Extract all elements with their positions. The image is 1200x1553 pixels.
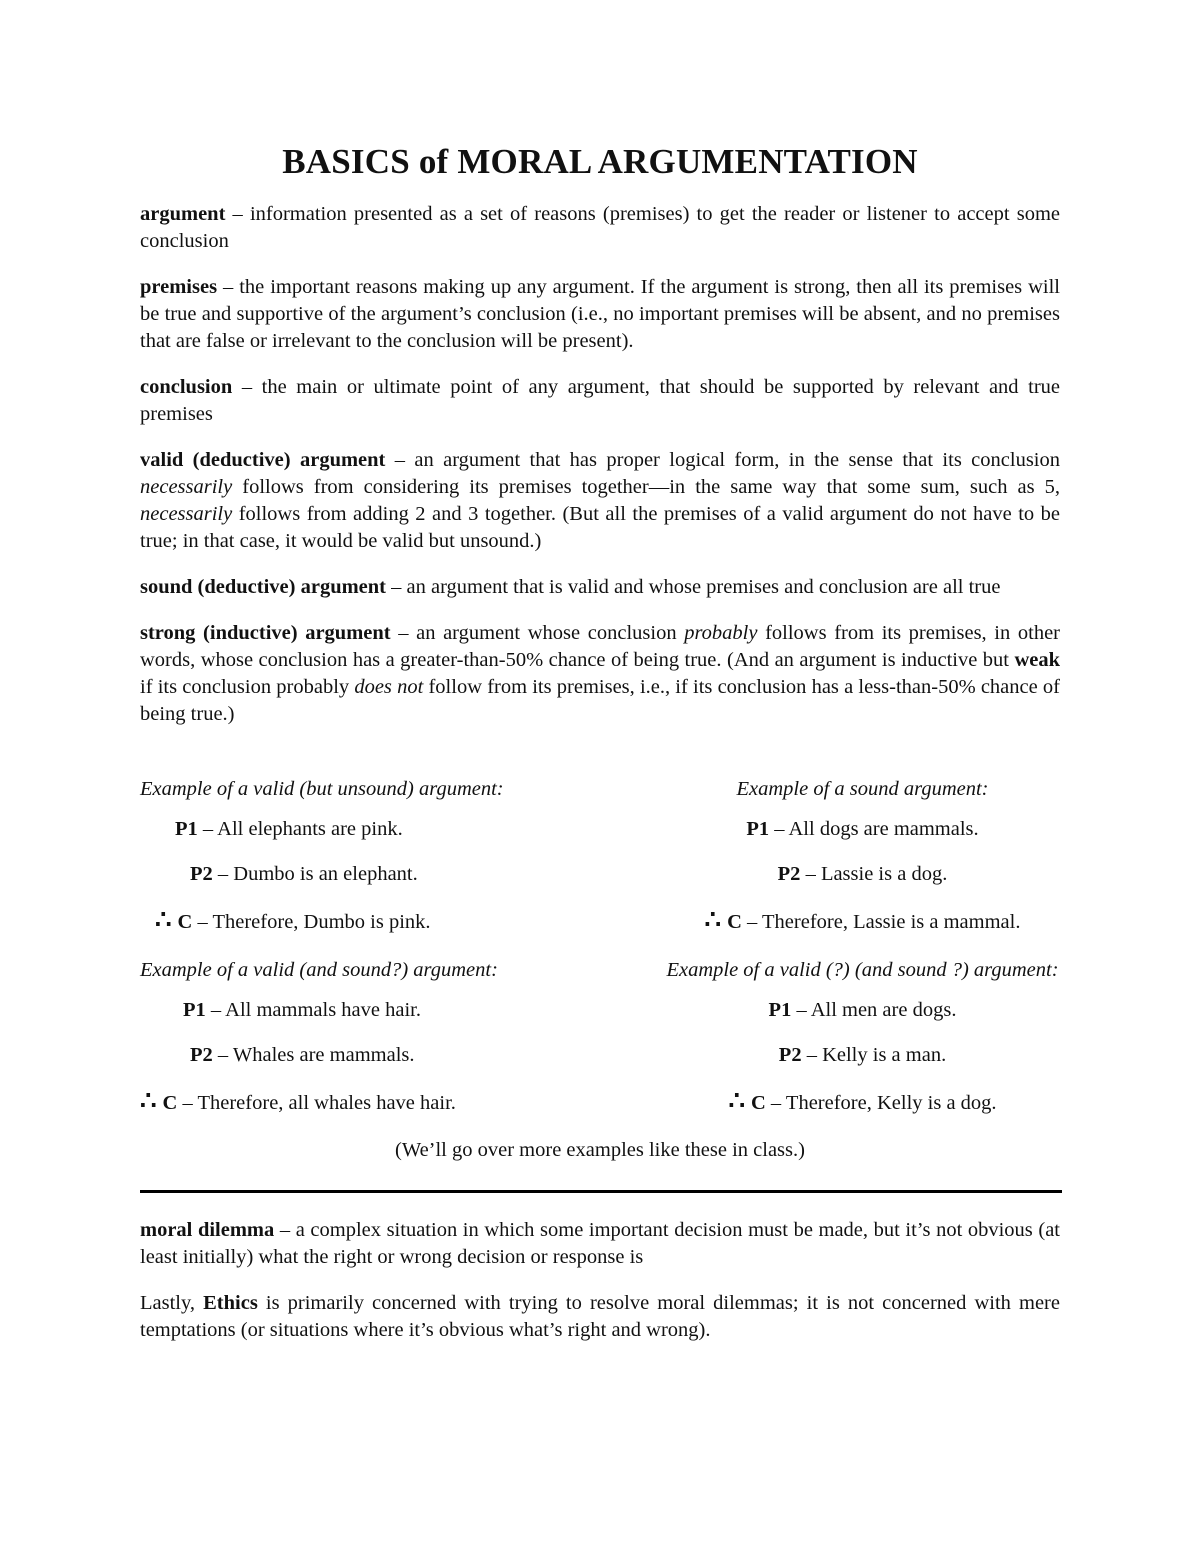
premise-text: – Kelly is a man. [801,1044,947,1066]
definition-text: follow from its premises, i.e., if its conclusion has a less-than-50% chance of being true.) [140,676,1060,725]
example-heading [640,957,1085,984]
premise-1 [183,997,421,1024]
section-divider [140,1190,1062,1193]
definition-text: Lastly, [140,1292,204,1314]
definition-text: if its conclusion probably [140,676,355,698]
premise-text: – Lassie is a dog. [800,863,948,885]
premise-label: P2 [778,1044,802,1066]
definitions-section [140,201,1060,747]
definition-term: argument [140,203,226,225]
definition-term: sound (deductive) argument [140,576,387,598]
conclusion-label: C [750,1092,766,1114]
premise-1 [640,997,1085,1024]
definition-paragraph [140,201,1060,255]
definition-text: follows from adding 2 and 3 together. (But all the premises of a valid argument do not have to be true; in that case, it would be valid but unsound.) [140,503,1060,552]
conclusion-text: – Therefore, Dumbo is pink. [192,911,431,933]
premise-text: – All mammals have hair. [205,999,421,1021]
examples-note: (We’ll go over more examples like these in class.) [395,1139,805,1161]
premise-2 [640,861,1085,888]
premise-1 [640,816,1085,843]
premise-label: P2 [190,1044,213,1066]
definition-text: weak [1014,649,1060,671]
therefore-symbol-icon: ∴ [140,1086,155,1115]
definition-paragraph [140,447,1060,555]
premise-label: P2 [777,863,801,885]
premise-2 [190,861,418,888]
premise-text: – All dogs are mammals. [769,818,979,840]
definition-term: valid (deductive) argument [140,449,386,471]
definition-paragraph [140,620,1060,728]
definition-text: – an argument whose conclusion [390,622,685,644]
example-heading-text: Example of a valid (?) (and sound ?) argument: [666,959,1059,981]
example-heading-text: Example of a valid (and sound?) argument: [140,959,498,981]
example-heading [140,957,498,984]
conclusion-label: C [177,911,193,933]
therefore-symbol-icon: ∴ [704,905,720,934]
definition-text: – an argument that has proper logical form, in the sense that its conclusion [385,449,1060,471]
premise-text: – All elephants are pink. [197,818,403,840]
definition-text: Ethics [203,1292,258,1314]
definition-text: is primarily concerned with trying to resolve moral dilemmas; it is not concerned with mere temptations (or situations where it’s obvious what’s right and wrong). [140,1292,1060,1341]
definition-paragraph [140,274,1060,355]
definition-paragraph [140,374,1060,428]
definition-text: – the important reasons making up any argument. If the argument is strong, then all its premises will be true and supportive of the argument’s conclusion (i.e., no important premises will be absent, and no premises that are false or irrelevant to the conclusion will be present). [140,276,1060,352]
definition-paragraph [140,1290,1060,1344]
definition-text: does not [354,676,424,698]
definition-text: – the main or ultimate point of any argument, that should be supported by relevant and true premises [140,376,1060,425]
definition-text: follows from considering its premises together—in the same way that some sum, such as 5, [232,476,1060,498]
premise-1 [175,816,403,843]
conclusion-label: C [727,911,742,933]
definition-paragraph [140,1217,1060,1271]
definitions-section-2 [140,1217,1060,1363]
premise-2 [640,1042,1085,1069]
definition-text: follows from its premises, in other words, whose conclusion has a greater-than-50% chance of being true. (And an argument is inductive but [140,622,1060,671]
conclusion [640,1087,1085,1117]
conclusion [140,1087,456,1117]
therefore-symbol-icon: ∴ [155,905,170,934]
premise-label: P2 [190,863,213,885]
conclusion-label: C [162,1092,178,1114]
therefore-symbol-icon: ∴ [728,1086,743,1115]
premise-label: P1 [175,818,198,840]
conclusion-text: – Therefore, all whales have hair. [177,1092,456,1114]
conclusion-text: – Therefore, Lassie is a mammal. [741,911,1021,933]
premise-text: – All men are dogs. [791,999,957,1021]
premise-label: P1 [768,999,792,1021]
premise-2 [190,1042,415,1069]
premise-label: P1 [746,818,770,840]
page-title: BASICS of MORAL ARGUMENTATION [282,142,918,181]
definition-text: – an argument that is valid and whose premises and conclusion are all true [386,576,1001,598]
definition-term: moral dilemma [140,1219,275,1241]
definition-term: conclusion [140,376,233,398]
example-heading-text: Example of a sound argument: [736,778,989,800]
definition-term: premises [140,276,218,298]
premise-label: P1 [183,999,206,1021]
definition-text: – a complex situation in which some important decision must be made, but it’s not obvious (at least initially) what the right or wrong decision or response is [140,1219,1060,1268]
conclusion-text: – Therefore, Kelly is a dog. [765,1092,997,1114]
definition-text: necessarily [140,476,233,498]
conclusion [640,906,1085,936]
definition-term: strong (inductive) argument [140,622,391,644]
premise-text: – Whales are mammals. [212,1044,415,1066]
definition-text: probably [684,622,758,644]
definition-text: – information presented as a set of reasons (premises) to get the reader or listener to accept some conclusion [140,203,1060,252]
definition-paragraph [140,574,1060,601]
premise-text: – Dumbo is an elephant. [212,863,418,885]
example-heading [640,776,1085,803]
conclusion [155,906,431,936]
example-heading-text: Example of a valid (but unsound) argument: [140,778,504,800]
example-heading [140,776,504,803]
definition-text: necessarily [140,503,233,525]
